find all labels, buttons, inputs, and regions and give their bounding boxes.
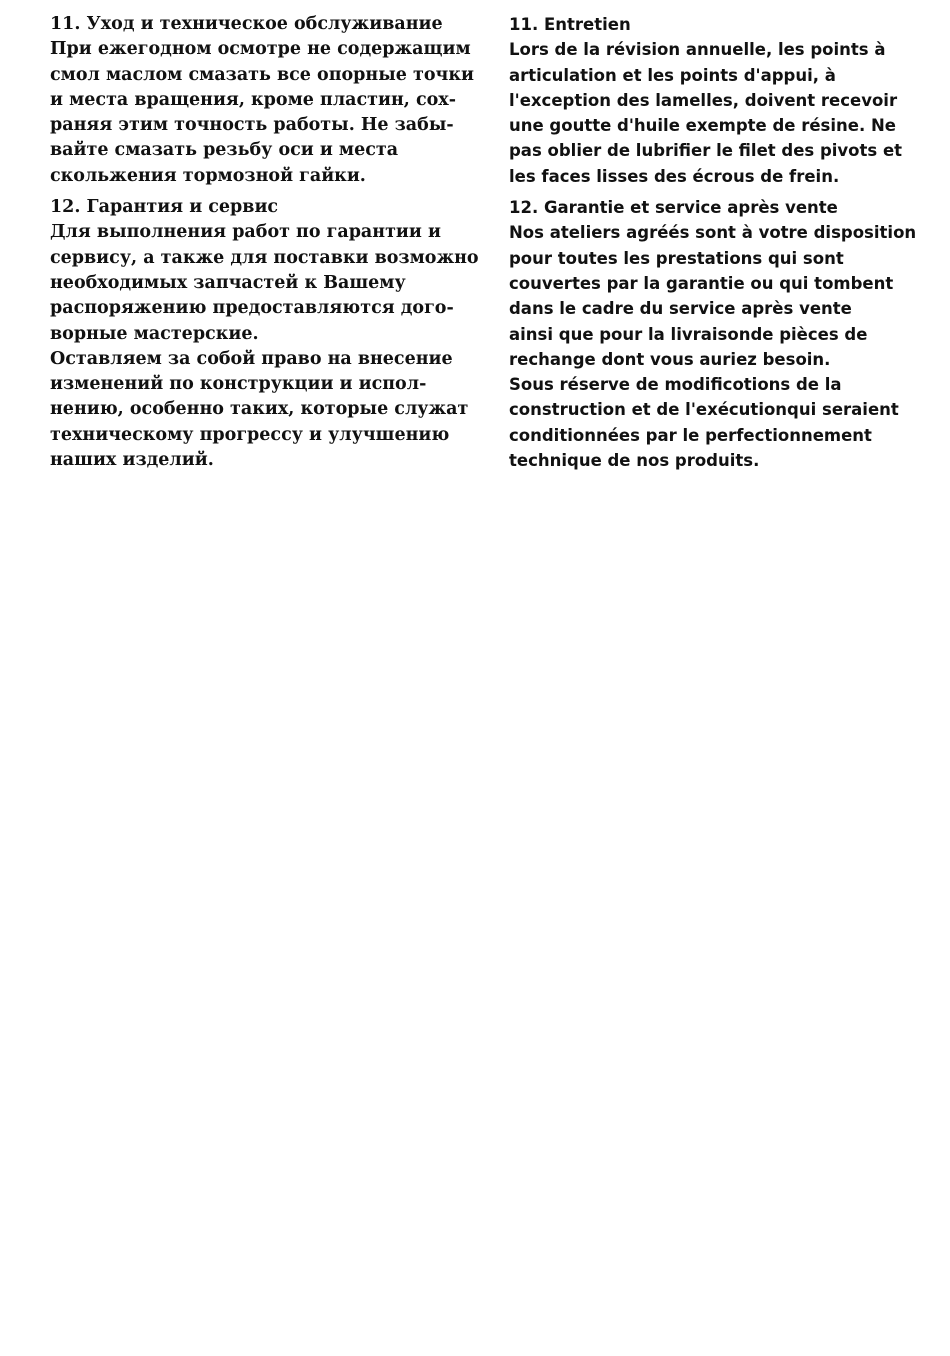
russian-column bbox=[50, 12, 479, 473]
ru-maintenance-line: скольжения тормозной гайки. bbox=[50, 165, 366, 186]
fr-warranty-line: couvertes par la garantie ou qui tombent bbox=[509, 273, 894, 293]
ru-warranty-line: необходимых запчастей к Вашему bbox=[50, 272, 406, 293]
fr-maintenance-line: une goutte d'huile exempte de résine. Ne bbox=[509, 116, 896, 136]
fr-warranty-line: dans le cadre du service après vente bbox=[509, 299, 852, 319]
ru-section-warranty bbox=[50, 195, 479, 473]
fr-maintenance-line: l'exception des lamelles, doivent recevoir bbox=[509, 90, 898, 110]
fr-warranty-line: technique de nos produits. bbox=[509, 451, 760, 471]
ru-warranty-line: ворные мастерские. bbox=[50, 323, 259, 344]
fr-warranty-line: pour toutes les prestations qui sont bbox=[509, 248, 844, 268]
fr-warranty-line: rechange dont vous auriez besoin. bbox=[509, 349, 831, 369]
ru-warranty-line: Для выполнения работ по гарантии и bbox=[50, 222, 441, 243]
ru-maintenance-line: смол маслом смазать все опорные точки bbox=[50, 64, 474, 85]
ru-warranty-line: изменений по конструкции и испол- bbox=[50, 374, 427, 395]
fr-warranty-line: construction et de l'exécutionqui seraient bbox=[509, 400, 899, 420]
ru-maintenance-line: При ежегодном осмотре не содержащим bbox=[50, 39, 471, 60]
fr-maintenance-line: articulation et les points d'appui, à bbox=[509, 65, 836, 85]
ru-warranty-line: распоряжению предоставляются дого- bbox=[50, 298, 454, 319]
fr-maintenance-line: pas oblier de lubrifier le filet des pivots et bbox=[509, 141, 903, 161]
fr-warranty-line: conditionnées par le perfectionnement bbox=[509, 425, 872, 445]
fr-warranty-line: Sous réserve de modificotions de la bbox=[509, 375, 842, 395]
fr-warranty-line: ainsi que pour la livraisonde pièces de bbox=[509, 324, 868, 344]
ru-warranty-line: сервису, а также для поставки возможно bbox=[50, 247, 479, 268]
ru-warranty-line: нению, особенно таких, которые служат bbox=[50, 399, 469, 420]
french-column bbox=[509, 12, 929, 473]
fr-section-warranty bbox=[509, 195, 929, 473]
fr-maintenance-line: les faces lisses des écrous de frein. bbox=[509, 166, 840, 186]
ru-warranty-line: техническому прогрессу и улучшению bbox=[50, 424, 450, 445]
ru-maintenance-line: раняя этим точность работы. Не забы- bbox=[50, 115, 454, 136]
fr-maintenance-line: Lors de la révision annuelle, les points à bbox=[509, 40, 886, 60]
ru-heading-maintenance: 11. Уход и техническое обслуживание bbox=[50, 14, 443, 34]
fr-heading-maintenance: 11. Entretien bbox=[509, 15, 631, 34]
ru-section-maintenance bbox=[50, 12, 474, 189]
ru-heading-warranty: 12. Гарантия и сервис bbox=[50, 197, 279, 218]
fr-warranty-line: Nos ateliers agréés sont à votre disposition bbox=[509, 223, 917, 243]
ru-warranty-line: наших изделий. bbox=[50, 450, 214, 471]
ru-warranty-line: Оставляем за собой право на внесение bbox=[50, 348, 453, 369]
fr-section-maintenance bbox=[509, 12, 929, 189]
ru-maintenance-line: вайте смазать резьбу оси и места bbox=[50, 140, 399, 161]
ru-maintenance-line: и места вращения, кроме пластин, сох- bbox=[50, 89, 457, 110]
fr-heading-warranty: 12. Garantie et service après vente bbox=[509, 198, 838, 218]
